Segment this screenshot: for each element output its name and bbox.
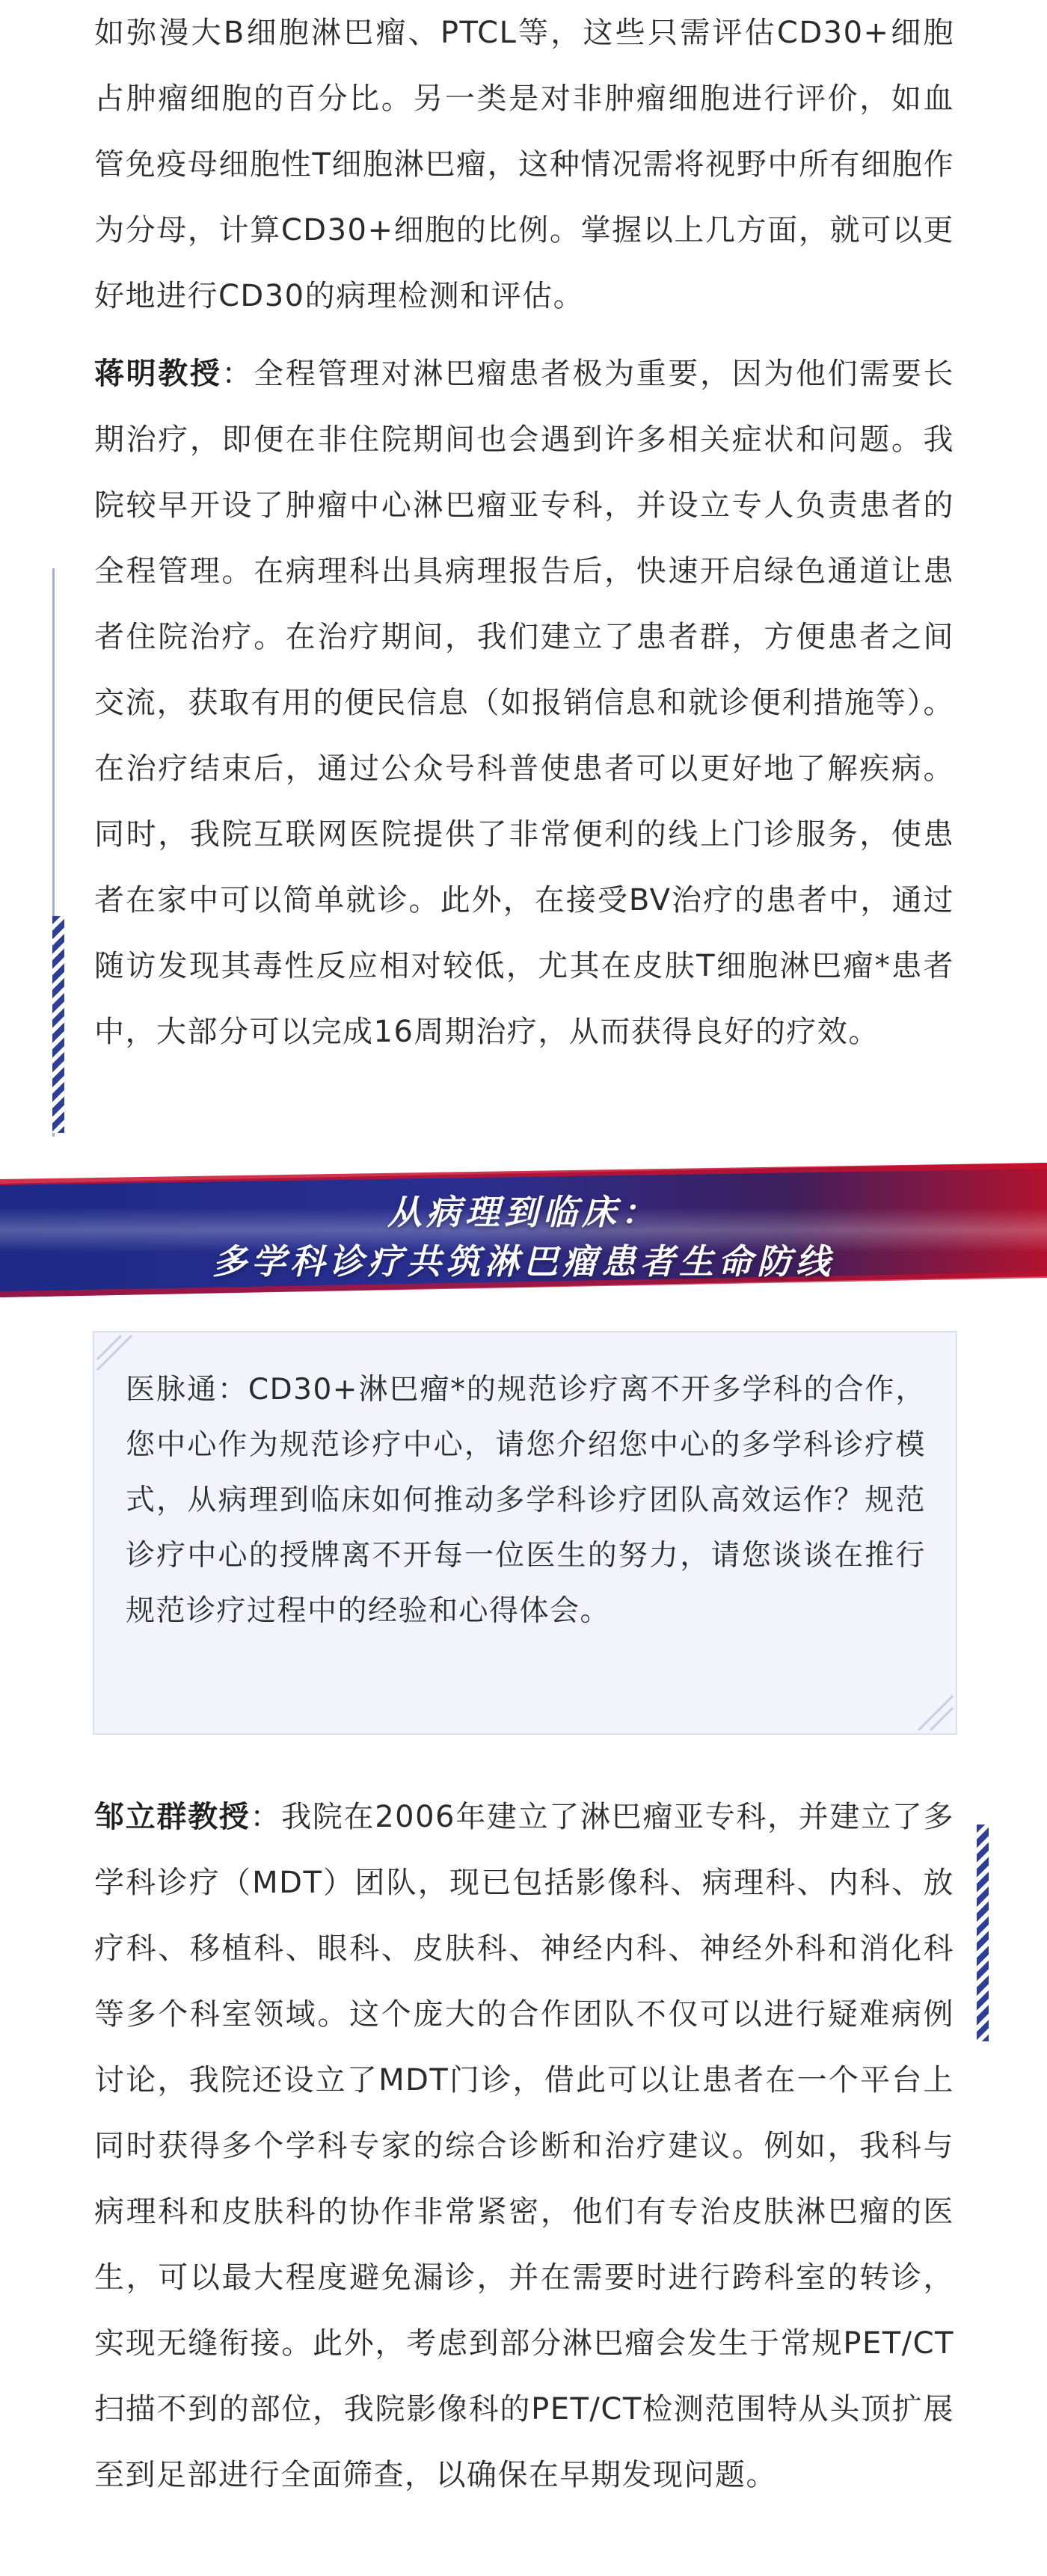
- paragraph-zou-liqun-answer: [94, 1784, 954, 2508]
- speaker-name: 邹立群教授: [94, 1800, 251, 1834]
- speaker-name: 蒋明教授: [94, 357, 222, 391]
- answer-text: ：全程管理对淋巴瘤患者极为重要，因为他们需要长期治疗，即便在非住院期间也会遇到许多相关症状和问题。我院较早开设了肿瘤中心淋巴瘤亚专科，并设立专人负责患者的全程管理。在病理科出具病理报告后，快速开启绿色通道让患者住院治疗。在治疗期间，我们建立了患者群，方便患者之间交流，获取有用的便民信息（如报销信息和就诊便利措施等）。在治疗结束后，通过公众号科普使患者可以更好地了解疾病。同时，我院互联网医院提供了非常便利的线上门诊服务，使患者在家中可以简单就诊。此外，在接受BV治疗的患者中，通过随访发现其毒性反应相对较低，尤其在皮肤T细胞淋巴瘤*患者中，大部分可以完成16周期治疗，从而获得良好的疗效。: [94, 357, 955, 1049]
- question-box: [93, 1331, 957, 1735]
- decorative-stripe-right: [977, 1825, 989, 2041]
- interview-question: 医脉通：CD30+淋巴瘤*的规范诊疗离不开多学科的合作，您中心作为规范诊疗中心，请您介绍您中心的多学科诊疗模式，从病理到临床如何推动多学科诊疗团队高效运作？规范诊疗中心的授牌离不开每一位医生的努力，请您谈谈在推行规范诊疗过程中的经验和心得体会。: [126, 1373, 926, 1628]
- paragraph-pathology-evaluation: 如弥漫大B细胞淋巴瘤、PTCL等，这些只需评估CD30+细胞占肿瘤细胞的百分比。另一类是对非肿瘤细胞进行评价，如血管免疫母细胞性T细胞淋巴瘤，这种情况需将视野中所有细胞作为分母，计算CD30+细胞的比例。掌握以上几方面，就可以更好地进行CD30的病理检测和评估。: [94, 16, 954, 313]
- paragraph-jiang-ming-answer: [94, 341, 954, 1065]
- answer-text: ：我院在2006年建立了淋巴瘤亚专科，并建立了多学科诊疗（MDT）团队，现已包括影像科、病理科、内科、放疗科、移植科、眼科、皮肤科、神经内科、神经外科和消化科等多个科室领域。这个庞大的合作团队不仅可以进行疑难病例讨论，我院还设立了MDT门诊，借此可以让患者在一个平台上同时获得多个学科专家的综合诊断和治疗建议。例如，我科与病理科和皮肤科的协作非常紧密，他们有专治皮肤淋巴瘤的医生，可以最大程度避免漏诊，并在需要时进行跨科室的转诊，实现无缝衔接。此外，考虑到部分淋巴瘤会发生于常规PET/CT扫描不到的部位，我院影像科的PET/CT检测范围特从头顶扩展至到足部进行全面筛查，以确保在早期发现问题。: [94, 1800, 955, 2492]
- section-banner: [0, 1163, 1047, 1297]
- decorative-stripe-left: [52, 916, 64, 1133]
- corner-decoration-bottom-right: [896, 1673, 956, 1733]
- banner-title-line-2: 多学科诊疗共筑淋巴瘤患者生命防线: [212, 1241, 835, 1282]
- banner-title-line-1: 从病理到临床：: [387, 1192, 660, 1232]
